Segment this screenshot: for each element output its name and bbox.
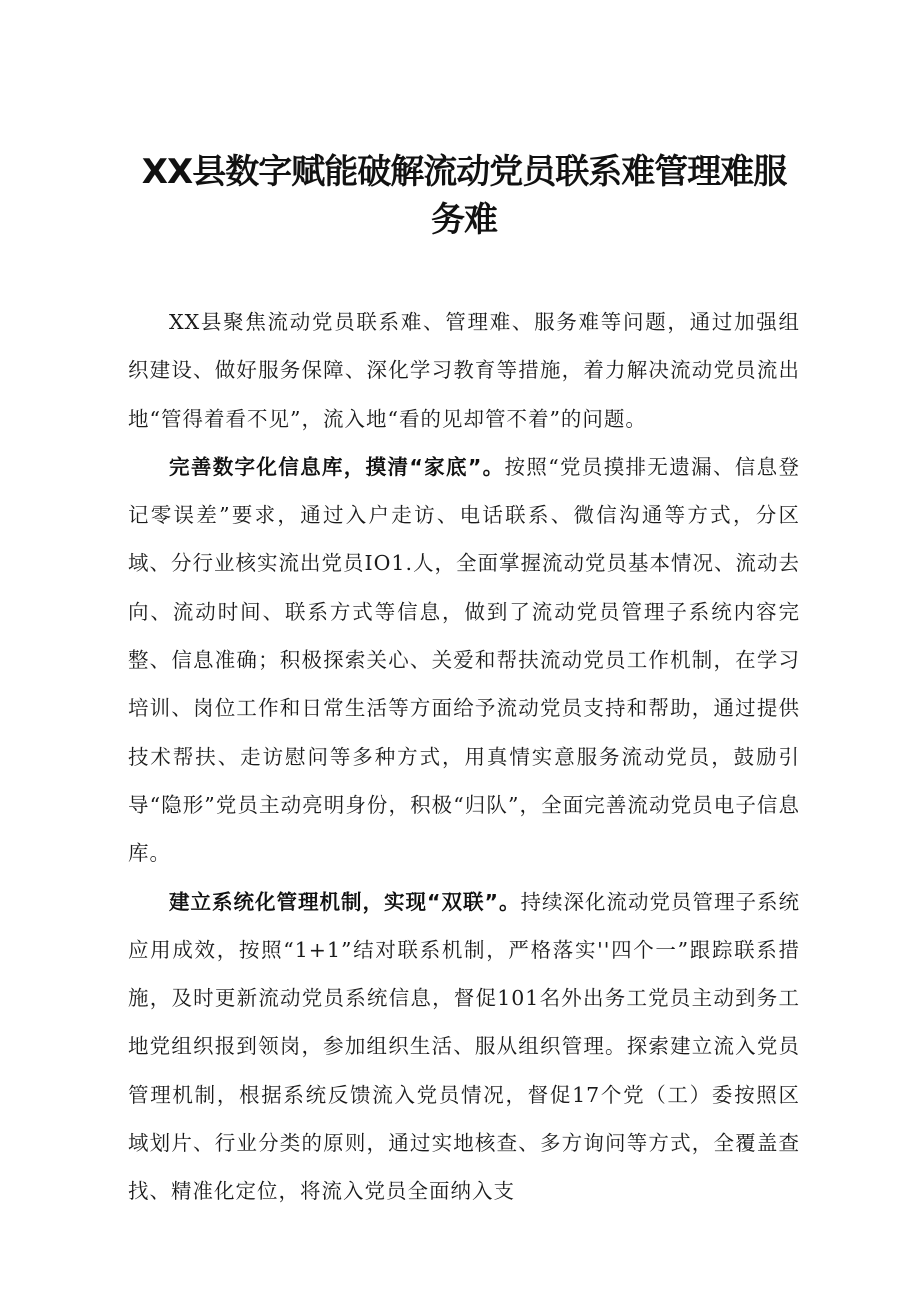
document-title <box>128 148 800 244</box>
paragraph-text: 持续深化流动党员管理子系统应用成效，按照“1+1”结对联系机制，严格落实''四个一”跟踪联系措施，及时更新流动党员系统信息，督促101名外出务工党员主动到务工地党组织报到领岗，参加组织生活、服从组织管理。探索建立流入党员管理机制，根据系统反馈流入党员情况，督促17个党（工）委按照区域划片、行业分类的原则，通过实地核查、多方询问等方式，全覆盖查找、精准化定位，将流入党员全面纳入支 <box>128 889 801 1204</box>
paragraph-management <box>128 878 800 1216</box>
paragraph-intro <box>128 298 800 443</box>
paragraph-heading: 完善数字化信息库，摸清“家底”。 <box>169 454 505 479</box>
paragraph-database <box>128 443 800 878</box>
paragraph-text: XX县聚焦流动党员联系难、管理难、服务难等问题，通过加强组织建设、做好服务保障、深化学习教育等措施，着力解决流动党员流出地“管得着看不见”，流入地“看的见却管不着”的问题。 <box>128 310 800 431</box>
paragraph-heading: 建立系统化管理机制，实现“双联”。 <box>169 889 521 914</box>
title-line-1: XX县数字赋能破解流动党员联系难管理难服 <box>141 152 787 192</box>
title-line-2: 务难 <box>431 200 497 240</box>
document-page <box>128 0 800 1301</box>
paragraph-text: 按照“党员摸排无遗漏、信息登记零误差”要求，通过入户走访、电话联系、微信沟通等方式，分区域、分行业核实流出党员IO1.人，全面掌握流动党员基本情况、流动去向、流动时间、联系方式等信息，做到了流动党员管理子系统内容完整、信息准确；积极探索关心、关爱和帮扶流动党员工作机制，在学习培训、岗位工作和日常生活等方面给予流动党员支持和帮助，通过提供技术帮扶、走访慰问等多种方式，用真情实意服务流动党员，鼓励引导“隐形”党员主动亮明身份，积极“归队”，全面完善流动党员电子信息库。 <box>128 454 800 866</box>
document-body <box>128 298 800 1216</box>
